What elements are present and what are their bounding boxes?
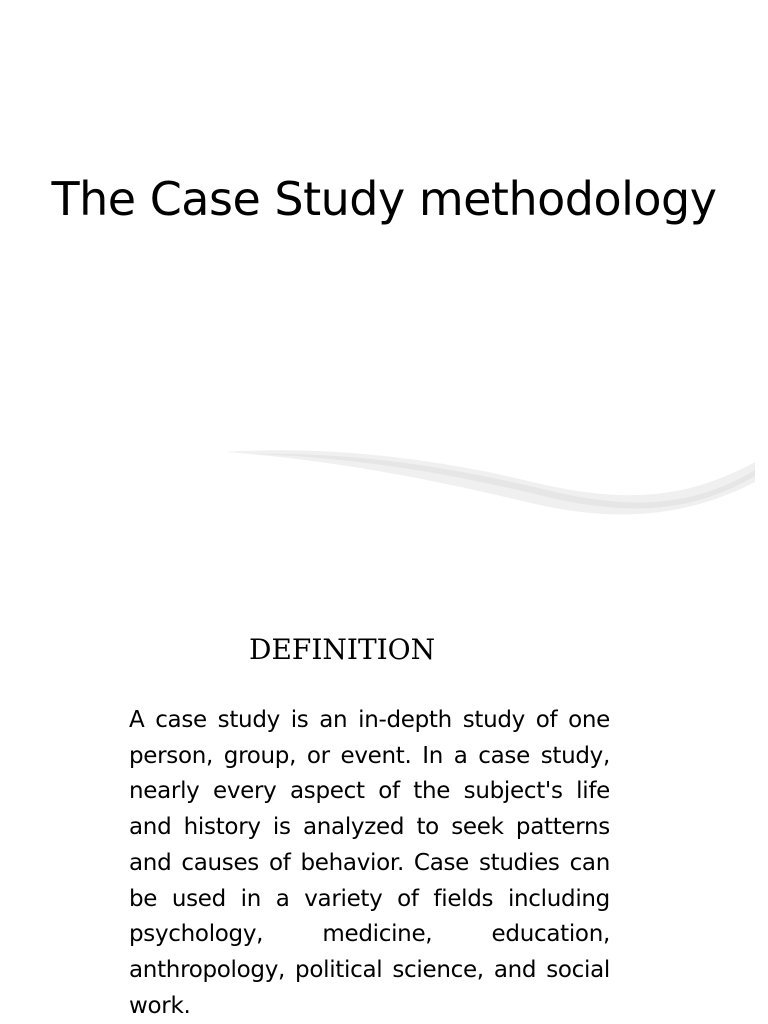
- definition-heading: DEFINITION: [249, 633, 436, 666]
- slide-title: The Case Study methodology: [51, 172, 717, 226]
- decorative-swoosh: [215, 440, 755, 530]
- definition-paragraph: A case study is an in-depth study of one person, group, or event. In a case study, nearly every aspect of the subject's life and history is analyzed to seek patterns and causes of behavior. Case studies can be used in a variety of fields including psychology, medicine, education, anthropology, political science, and social work.: [129, 707, 610, 1019]
